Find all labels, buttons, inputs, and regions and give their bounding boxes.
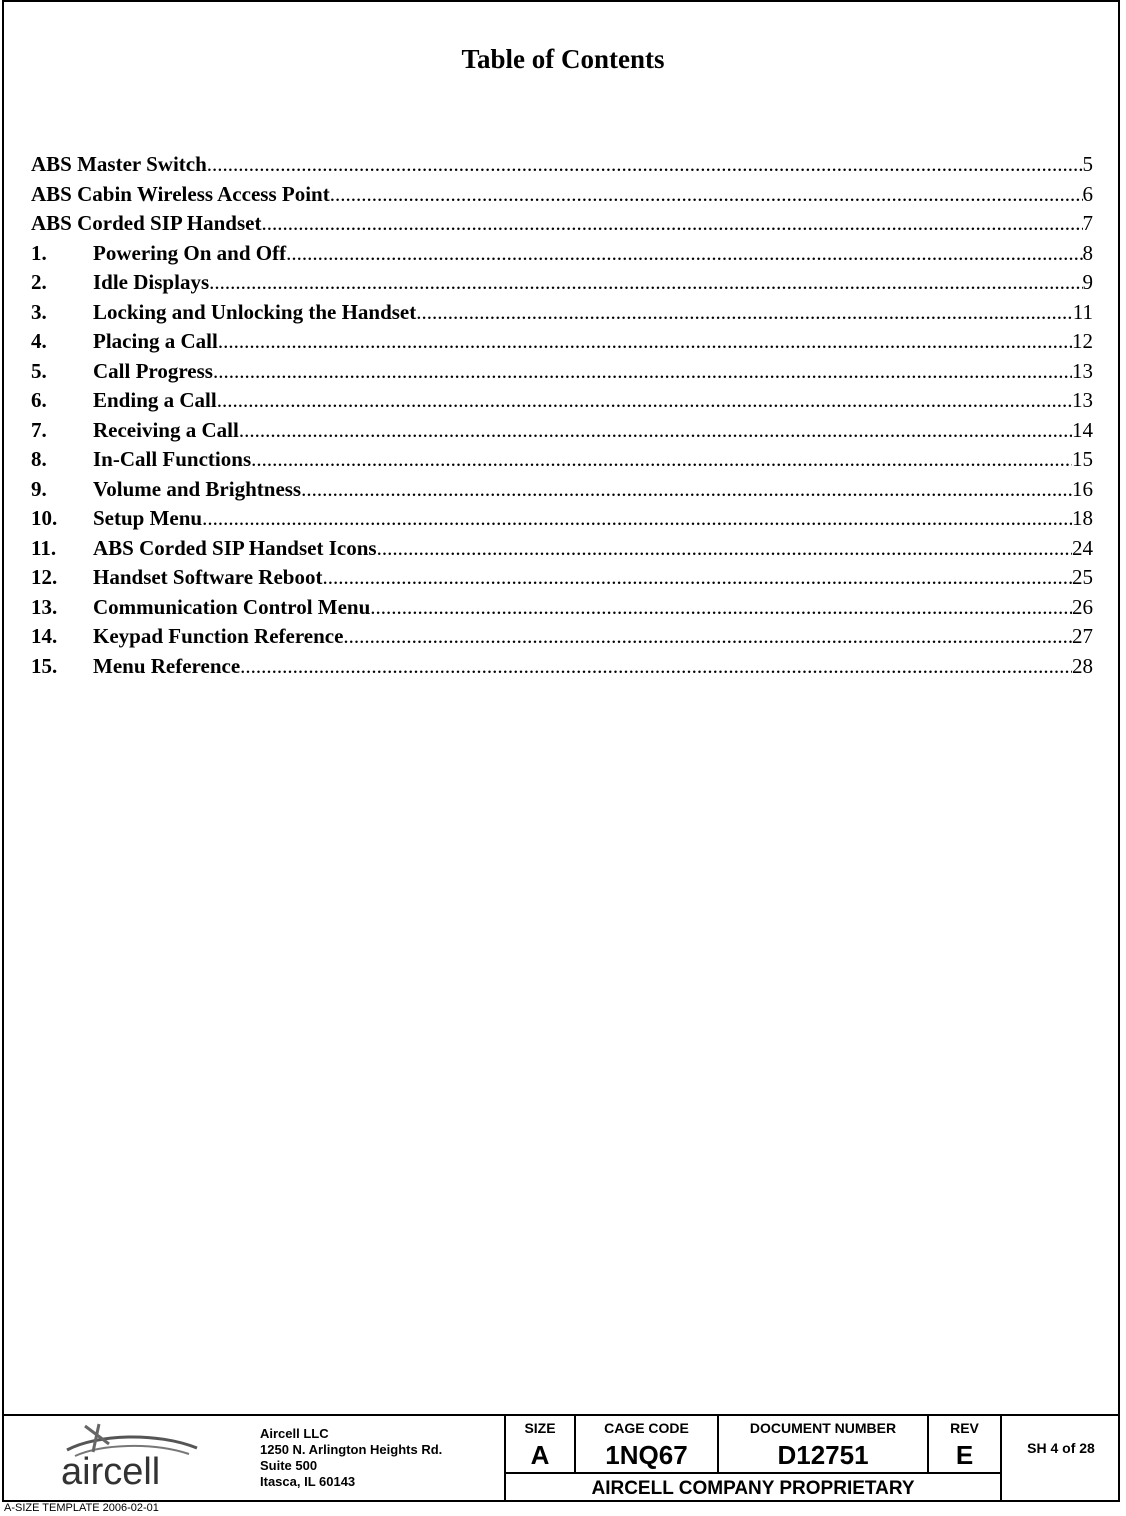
toc-entry-page: 16: [1072, 476, 1093, 501]
toc-entry-page: 15: [1072, 447, 1093, 471]
toc-entry-number: 6.: [31, 388, 47, 412]
toc-entry[interactable]: [31, 622, 1093, 652]
toc-entry-label: Volume and Brightness: [93, 476, 302, 501]
toc-dot-leader: [377, 534, 1072, 564]
toc-entry-page: 8: [1082, 240, 1093, 265]
toc-entry-number: 5.: [31, 358, 47, 383]
toc-entry[interactable]: [31, 593, 1093, 623]
toc-entry[interactable]: [31, 209, 1093, 239]
toc-entry-page: 27: [1072, 624, 1093, 648]
toc-entry-page: 24: [1072, 535, 1093, 560]
document-number-value: D12751: [777, 1440, 869, 1470]
cage-code-label: CAGE CODE: [604, 1420, 689, 1436]
toc-dot-leader: [213, 357, 1072, 387]
toc-entry[interactable]: [31, 386, 1093, 416]
toc-entry-label: ABS Cabin Wireless Access Point: [31, 181, 330, 206]
toc-entry[interactable]: [31, 475, 1093, 505]
company-address: [260, 1426, 500, 1490]
toc-entry-label: Locking and Unlocking the Handset: [93, 299, 417, 324]
cage-code-value: 1NQ67: [605, 1440, 688, 1470]
toc-entry[interactable]: [31, 150, 1093, 180]
toc-entry-number: 11.: [31, 535, 57, 560]
toc-entry-label: Idle Displays: [93, 270, 210, 294]
toc-entry-page: 13: [1072, 358, 1093, 383]
toc-entry-label: Call Progress: [93, 358, 213, 383]
toc-entry-label: ABS Corded SIP Handset: [31, 211, 262, 235]
size-value: A: [530, 1440, 550, 1470]
toc-entry-number: 14.: [31, 624, 58, 648]
toc-entry-label: Ending a Call: [93, 388, 217, 412]
toc-entry-page: 14: [1072, 417, 1093, 442]
toc-dot-leader: [202, 504, 1072, 534]
toc-entry-label: Setup Menu: [93, 506, 203, 530]
toc-entry[interactable]: [31, 504, 1093, 534]
toc-dot-leader: [330, 180, 1083, 210]
title-block: [2, 1414, 1120, 1502]
document-number-label: DOCUMENT NUMBER: [749, 1420, 897, 1436]
toc-entry[interactable]: [31, 416, 1093, 446]
toc-entry-page: 11: [1072, 299, 1093, 324]
toc-entry[interactable]: [31, 534, 1093, 564]
proprietary-notice: AIRCELL COMPANY PROPRIETARY: [591, 1478, 915, 1499]
aircell-logo: [57, 1422, 207, 1492]
toc-entry-number: 7.: [31, 417, 47, 442]
toc-dot-leader: [217, 386, 1072, 416]
toc-entry-number: 1.: [31, 240, 47, 265]
toc-entry-label: ABS Corded SIP Handset Icons: [93, 535, 377, 560]
toc-entry-label: Menu Reference: [93, 653, 241, 678]
toc-entry-number: 12.: [31, 565, 58, 589]
template-note: A-SIZE TEMPLATE 2006-02-01: [4, 1502, 159, 1514]
aircell-logo-text: aircell: [61, 1451, 161, 1492]
toc-dot-leader: [322, 563, 1072, 593]
toc-entry-page: 9: [1082, 270, 1093, 294]
toc-entry-label: Powering On and Off: [93, 240, 287, 265]
rev-label: REV: [950, 1420, 979, 1436]
toc-dot-leader: [370, 593, 1072, 623]
toc-entry-page: 25: [1072, 565, 1093, 589]
toc-entry[interactable]: [31, 652, 1093, 682]
toc-entry-page: 13: [1072, 388, 1093, 412]
toc-dot-leader: [251, 445, 1072, 475]
toc-entry-number: 4.: [31, 329, 47, 353]
toc-entry-number: 15.: [31, 653, 58, 678]
toc-list: [31, 150, 1093, 681]
toc-entry-page: 5: [1082, 152, 1093, 176]
toc-entry[interactable]: [31, 180, 1093, 210]
toc-entry-label: Handset Software Reboot: [93, 565, 323, 589]
toc-dot-leader: [239, 416, 1072, 446]
toc-entry-label: Placing a Call: [93, 329, 218, 353]
toc-entry-label: ABS Master Switch: [31, 152, 207, 176]
toc-entry-page: 12: [1072, 329, 1093, 353]
toc-entry-number: 9.: [31, 476, 47, 501]
toc-entry-page: 28: [1072, 653, 1093, 678]
toc-entry-label: Keypad Function Reference: [93, 624, 344, 648]
toc-title: Table of Contents: [461, 44, 665, 74]
toc-dot-leader: [416, 298, 1073, 328]
toc-dot-leader: [218, 327, 1072, 357]
toc-entry[interactable]: [31, 298, 1093, 328]
toc-entry-page: 18: [1072, 506, 1093, 530]
toc-dot-leader: [286, 239, 1082, 269]
toc-entry-page: 6: [1082, 181, 1093, 206]
toc-dot-leader: [301, 475, 1072, 505]
address-line-3: Itasca, IL 60143: [260, 1474, 356, 1489]
toc-dot-leader: [240, 652, 1072, 682]
toc-entry[interactable]: [31, 327, 1093, 357]
toc-dot-leader: [343, 622, 1072, 652]
toc-entry[interactable]: [31, 357, 1093, 387]
toc-entry-page: 26: [1072, 594, 1093, 619]
toc-entry-number: 8.: [31, 447, 47, 471]
toc-entry-number: 3.: [31, 299, 47, 324]
toc-entry[interactable]: [31, 239, 1093, 269]
toc-dot-leader: [209, 268, 1082, 298]
address-line-1: 1250 N. Arlington Heights Rd.: [260, 1442, 443, 1457]
rev-value: E: [955, 1440, 974, 1470]
toc-entry-label: Receiving a Call: [93, 417, 239, 442]
toc-entry-number: 13.: [31, 594, 58, 619]
address-line-2: Suite 500: [260, 1458, 318, 1473]
toc-entry-number: 2.: [31, 270, 47, 294]
toc-entry[interactable]: [31, 268, 1093, 298]
company-name: Aircell LLC: [260, 1426, 329, 1441]
sheet-number: SH 4 of 28: [1027, 1440, 1095, 1456]
toc-entry-label: Communication Control Menu: [93, 594, 371, 619]
toc-entry-number: 10.: [31, 506, 58, 530]
toc-dot-leader: [207, 150, 1083, 180]
size-label: SIZE: [524, 1420, 556, 1436]
toc-entry[interactable]: [31, 563, 1093, 593]
toc-dot-leader: [261, 209, 1082, 239]
toc-entry-label: In-Call Functions: [93, 447, 252, 471]
toc-entry-page: 7: [1082, 211, 1093, 235]
toc-entry[interactable]: [31, 445, 1093, 475]
